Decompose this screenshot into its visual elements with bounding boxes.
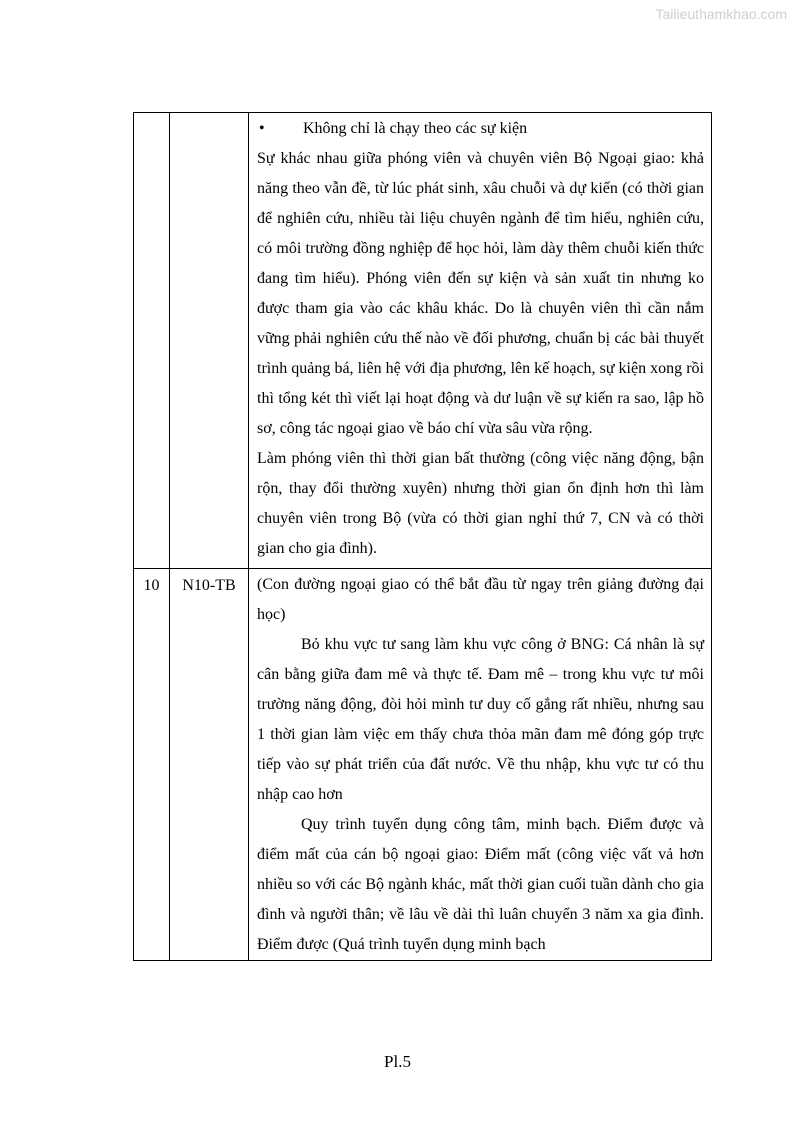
bullet-mark: •	[259, 120, 265, 137]
table-row	[134, 113, 712, 569]
row-content-cell	[249, 113, 712, 569]
paragraph: Quy trình tuyển dụng công tâm, minh bạch. Điểm được và điểm mất của cán bộ ngoại giao: Điểm mất (công việc vất vả hơn nhiều so với các Bộ ngành khác, mất thời gian cuối tuần dành cho gia đình và người thân; về lâu về dài thì luân chuyển 3 năm xa gia đình. Điểm được (Quá trình tuyển dụng minh bạch	[257, 816, 704, 953]
bullet-line	[257, 114, 704, 144]
table-row	[134, 569, 712, 961]
interview-table	[133, 112, 712, 961]
row-number-cell	[134, 113, 170, 569]
row-code-cell	[170, 113, 249, 569]
intro-paragraph: (Con đường ngoại giao có thể bắt đầu từ ngay trên giảng đường đại học)	[257, 576, 704, 623]
watermark: Tailieuthamkhao.com	[655, 6, 787, 22]
row-content-cell	[249, 569, 712, 961]
page-number: Pl.5	[384, 1052, 411, 1071]
row-number-cell: 10	[134, 569, 170, 961]
bullet-text: Không chỉ là chạy theo các sự kiện	[303, 120, 528, 137]
paragraph: Bỏ khu vực tư sang làm khu vực công ở BNG: Cá nhân là sự cân bằng giữa đam mê và thực tế. Đam mê – trong khu vực tư môi trường năng động, đòi hỏi mình tư duy cố gắng rất nhiều, nhưng sau 1 thời gian làm việc em thấy chưa thỏa mãn đam mê đóng góp trực tiếp vào sự phát triển của đất nước. Về thu nhập, khu vực tư có thu nhập cao hơn	[257, 636, 704, 803]
row-code-cell: N10-TB	[170, 569, 249, 961]
paragraph: Làm phóng viên thì thời gian bất thường (công việc năng động, bận rộn, thay đổi thường xuyên) nhưng thời gian ổn định hơn thì làm chuyên viên trong Bộ (vừa có thời gian nghỉ thứ 7, CN và có thời gian cho gia đình).	[257, 450, 704, 557]
paragraph: Sự khác nhau giữa phóng viên và chuyên viên Bộ Ngoại giao: khả năng theo vẫn đề, từ lúc phát sinh, xâu chuỗi và dự kiến (có thời gian để nghiên cứu, nhiều tài liệu chuyên ngành để tìm hiểu, nghiên cứu, có môi trường đồng nghiệp để học hỏi, làm dày thêm chuỗi kiến thức đang tìm hiểu). Phóng viên đến sự kiện và sản xuất tin nhưng ko được tham gia vào các khâu khác. Do là chuyên viên thì cần nắm vững phải nghiên cứu thế nào về đối phương, chuẩn bị các bài thuyết trình quảng bá, liên hệ với địa phương, lên kế hoạch, sự kiện xong rồi thì tổng két thì viết lại hoạt động và dư luận về sự kiến ra sao, lập hồ sơ, công tác ngoại giao về báo chí vừa sâu vừa rộng.	[257, 150, 704, 437]
